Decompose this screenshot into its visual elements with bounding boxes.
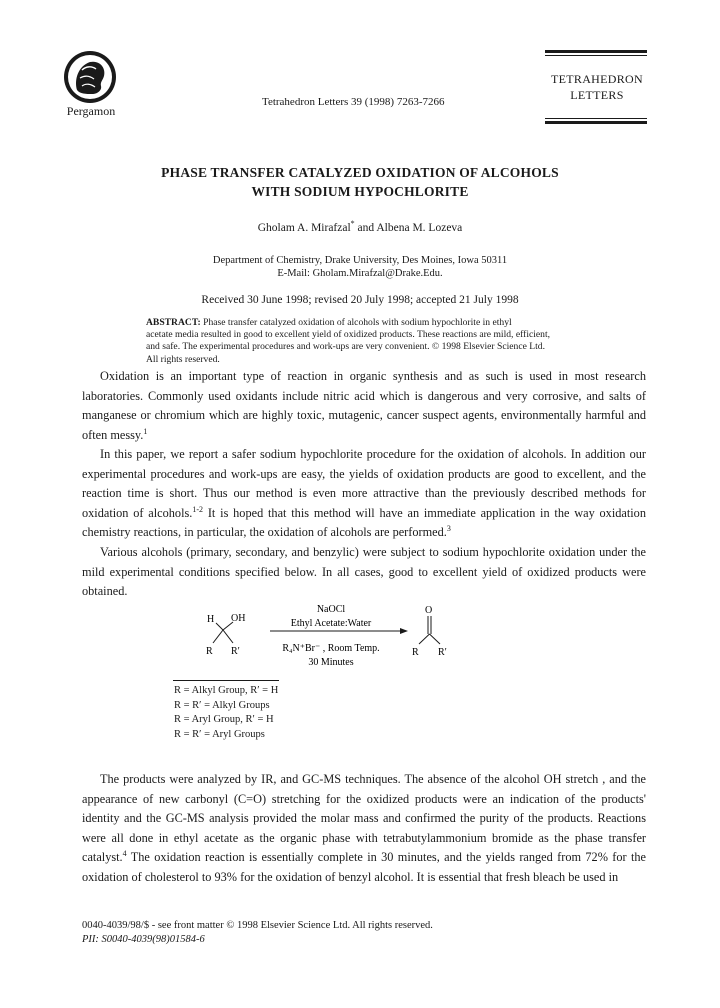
body-paragraph-4 [82, 770, 646, 888]
header-rule-top-thin [545, 55, 647, 56]
journal-name-line2: LETTERS [570, 88, 624, 102]
reagent-naocl: NaOCl [316, 604, 346, 615]
catalyst-label: R₄N⁺Br⁻ , Room Temp. [282, 643, 380, 654]
body-paragraph-2 [82, 445, 646, 543]
publisher-name: Pergamon [66, 104, 116, 118]
label-r: R [206, 646, 213, 657]
article-title [80, 165, 640, 200]
paragraph-1-text: Oxidation is an important type of reaction in organic synthesis and as such is used in most research laboratories. Commonly used oxidants include nitric acid which is dangerous and very corrosive, and salts of manganese or chromium which are highly toxic, mutagenic, cancer suspect agents, environmentally harmful and often messy. [82, 369, 646, 442]
abstract [146, 317, 586, 366]
legend-item: R = R′ = Alkyl Groups [174, 699, 270, 711]
reference-4: 4 [122, 849, 127, 859]
author-1: Gholam A. Mirafzal [257, 221, 351, 234]
paragraph-4-text-b: The oxidation reaction is essentially complete in 30 minutes, and the yields ranged from 72% for the oxidation of cholesterol to 93% for the oxidation of benzyl alcohol. It is essential that fresh bleach be used in [82, 850, 646, 884]
bond-c-r-prime [223, 630, 233, 643]
title-line-2: WITH SODIUM HYPOCHLORITE [251, 184, 469, 199]
page-footer [82, 919, 433, 947]
publisher-seal-icon [60, 50, 120, 104]
paragraph-2-text-a: In this paper, we report a safer sodium hypochlorite procedure for the oxidation of alcohols. In addition our experimental procedures and work-ups are easy, the yields of oxidation products are good to excellent, and the reaction time is short. Thus our method is even more attractive than the previously described methods for oxidation of alcohols. [82, 447, 646, 520]
abstract-line-4: All rights reserved. [146, 353, 220, 365]
header-rule-bottom [545, 121, 647, 124]
reaction-time: 30 Minutes [308, 657, 354, 668]
product-label-r-prime: R′ [438, 647, 447, 658]
journal-name [548, 71, 646, 103]
journal-citation: Tetrahedron Letters 39 (1998) 7263-7266 [262, 96, 445, 108]
solvent-label: Ethyl Acetate:Water [290, 618, 372, 629]
title-line-1: PHASE TRANSFER CATALYZED OXIDATION OF ALCOHOLS [161, 165, 559, 180]
legend-item: R = Alkyl Group, R′ = H [174, 685, 279, 696]
pii-line: PII: S0040-4039(98)01584-6 [82, 934, 205, 945]
label-h: H [207, 614, 215, 625]
copyright-line: 0040-4039/98/$ - see front matter © 1998 Elsevier Science Ltd. All rights reserved. [82, 920, 433, 931]
journal-name-line1: TETRAHEDRON [551, 72, 643, 86]
abstract-line-1 [146, 317, 586, 329]
reference-1-2: 1-2 [192, 504, 204, 514]
bond-product-r-prime [430, 634, 441, 644]
legend-rule [173, 680, 279, 681]
body-paragraph-1 [82, 367, 646, 445]
reaction-arrow-head [400, 628, 408, 634]
reference-3: 3 [446, 524, 451, 534]
author-email: E-Mail: Gholam.Mirafzal@Drake.Edu. [277, 268, 443, 279]
corresponding-author-mark: * [350, 219, 355, 228]
header-rule-top [545, 50, 647, 53]
abstract-label: ABSTRACT: [146, 317, 201, 328]
header-rule-bottom-thin [545, 118, 647, 119]
affiliation: Department of Chemistry, Drake University, Des Moines, Iowa 50311 [212, 255, 508, 266]
paragraph-4-text-a: The products were analyzed by IR, and GC-MS techniques. The absence of the alcohol OH stretch , and the appearance of new carbonyl (C=O) stretching for the oxidized products were an indication of the products' identity and the GC-MS analysis provided the molar mass and confirmed the purity of the products. Reactions were all done in ethyl acetate as the organic phase with tetrabutylammonium bromide as the phase transfer catalyst. [82, 772, 646, 865]
label-oh: OH [231, 613, 246, 624]
body-paragraph-3: Various alcohols (primary, secondary, and benzylic) were subject to sodium hypochlorite oxidation under the mild experimental conditions specified below. In all cases, good to excellent yield of oxidized products were obtained. [82, 545, 646, 599]
label-o: O [425, 605, 433, 616]
product-label-r: R [412, 647, 419, 658]
bond-c-h [216, 623, 223, 630]
legend-item: R = R′ = Aryl Groups [174, 728, 265, 740]
abstract-line-3: and safe. The experimental procedures and work-ups are very convenient. © 1998 Elsevier Science Ltd. [146, 341, 545, 353]
author-list [0, 219, 720, 234]
legend-item: R = Aryl Group, R′ = H [174, 714, 274, 725]
received-dates: Received 30 June 1998; revised 20 July 1998; accepted 21 July 1998 [201, 294, 519, 306]
label-r-prime: R′ [231, 646, 240, 657]
abstract-line-2: acetate media resulted in good to excellent yield of oxidized products. These reactions are mild, efficient, [146, 329, 551, 341]
author-2: and Albena M. Lozeva [354, 221, 463, 234]
reaction-scheme [200, 600, 500, 680]
abstract-text-1: Phase transfer catalyzed oxidation of alcohols with sodium hypochlorite in ethyl [203, 317, 512, 328]
reference-1: 1 [143, 426, 148, 436]
bond-product-r [419, 634, 430, 644]
paragraph-2-text-b: It is hoped that this method will have an immediate application in the way oxidation chemistry reactions, in particular, the oxidation of alcohols are performed. [82, 505, 646, 540]
bond-c-r [213, 630, 223, 643]
substituent-legend [174, 684, 278, 742]
